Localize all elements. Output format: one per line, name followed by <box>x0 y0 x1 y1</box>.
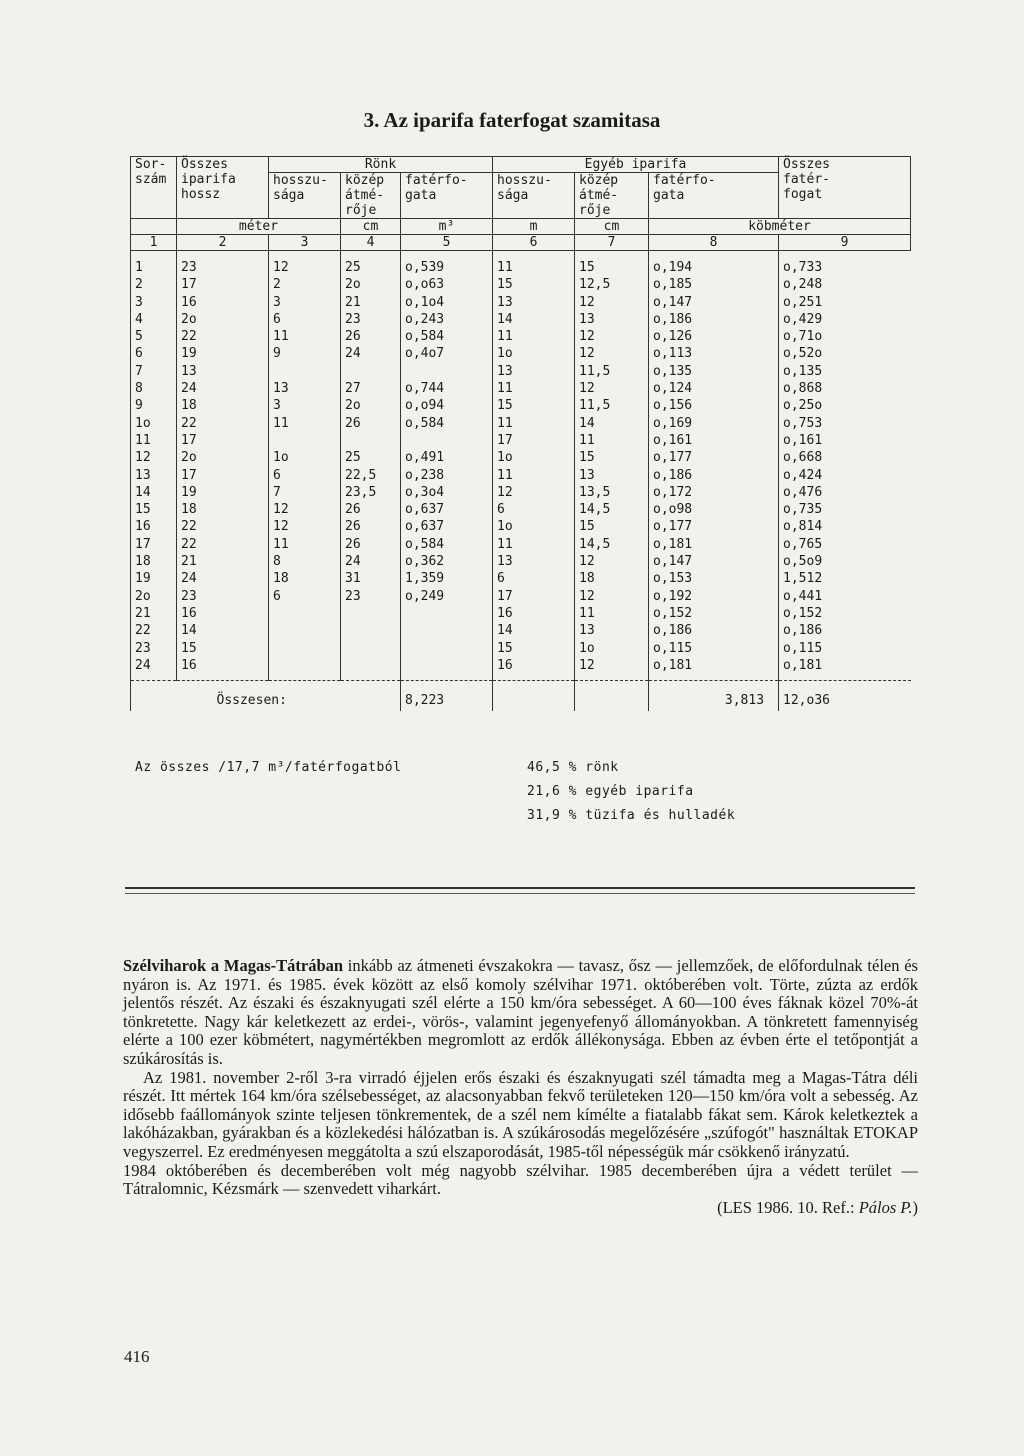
table-cell: 12 <box>575 328 649 345</box>
table-cell: 23 <box>131 640 177 657</box>
column-number: 8 <box>649 235 779 251</box>
table-cell: 2o <box>177 449 269 466</box>
table-cell: 1o <box>493 345 575 362</box>
header-kozep-atmeroje: közép átmé- rője <box>341 173 401 219</box>
table-cell: 19 <box>177 484 269 501</box>
table-cell: o,814 <box>779 518 911 535</box>
table-cell: o,177 <box>649 449 779 466</box>
table-cell: 15 <box>493 276 575 293</box>
table-cell: 14,5 <box>575 501 649 518</box>
unit-cm-2: cm <box>575 219 649 235</box>
table-cell: o,5o9 <box>779 553 911 570</box>
table-cell: o,668 <box>779 449 911 466</box>
column-number: 3 <box>269 235 341 251</box>
table-cell: o,135 <box>779 363 911 380</box>
table-cell: 11,5 <box>575 363 649 380</box>
table-cell: 11 <box>575 432 649 449</box>
table-row <box>131 605 911 622</box>
table-cell <box>401 640 493 657</box>
table-cell: 12 <box>269 501 341 518</box>
table-cell: 13 <box>493 363 575 380</box>
unit-kobmeter: köbméter <box>649 219 911 235</box>
header-ronk: Rönk <box>269 157 493 173</box>
table-cell: o,177 <box>649 518 779 535</box>
table-cell: 14,5 <box>575 536 649 553</box>
table-cell: 14 <box>575 415 649 432</box>
table-row <box>131 536 911 553</box>
header-hosszusaga: hosszu- sága <box>269 173 341 219</box>
table-cell: 26 <box>341 518 401 535</box>
table-cell: 16 <box>131 518 177 535</box>
table-cell <box>341 432 401 449</box>
table-cell <box>269 363 341 380</box>
column-number: 2 <box>177 235 269 251</box>
table-cell: 11 <box>575 605 649 622</box>
table-cell: 1o <box>269 449 341 466</box>
table-cell: o,249 <box>401 588 493 605</box>
table-cell: 1o <box>575 640 649 657</box>
table-row <box>131 415 911 432</box>
table-row <box>131 622 911 639</box>
table-cell: o,637 <box>401 501 493 518</box>
table-cell: 2o <box>341 276 401 293</box>
table-row <box>131 294 911 311</box>
divider-rule-thin <box>125 893 915 894</box>
table-cell: o,868 <box>779 380 911 397</box>
table-cell: o,186 <box>779 622 911 639</box>
table-row <box>131 518 911 535</box>
table-cell: 13 <box>493 553 575 570</box>
table-cell: o,172 <box>649 484 779 501</box>
table-cell: 1,359 <box>401 570 493 587</box>
column-number: 4 <box>341 235 401 251</box>
table-cell: 11 <box>493 380 575 397</box>
table-cell: o,71o <box>779 328 911 345</box>
table-cell <box>341 657 401 681</box>
table-row <box>131 553 911 570</box>
table-cell <box>269 640 341 657</box>
table-cell: 16 <box>177 294 269 311</box>
table-cell: 11 <box>493 467 575 484</box>
table-cell: 18 <box>177 397 269 414</box>
unit-m3: m³ <box>401 219 493 235</box>
table-cell: 12 <box>575 657 649 681</box>
table-cell: 11 <box>493 415 575 432</box>
table-row <box>131 380 911 397</box>
table-cell: o,429 <box>779 311 911 328</box>
table-cell: 6 <box>269 588 341 605</box>
table-cell: 18 <box>177 501 269 518</box>
table-cell: o,113 <box>649 345 779 362</box>
table-cell: 22 <box>177 415 269 432</box>
table-cell: o,744 <box>401 380 493 397</box>
header-osszes-faterfogat: Összes fatér- fogat <box>779 157 911 219</box>
table-cell <box>269 657 341 681</box>
table-row <box>131 657 911 681</box>
table-cell: 16 <box>493 657 575 681</box>
table-cell: 15 <box>493 640 575 657</box>
article-reference: (LES 1986. 10. Ref.: Pálos P.) <box>717 1197 918 1217</box>
table-cell: 5 <box>131 328 177 345</box>
table-cell: 17 <box>493 432 575 449</box>
table-cell: 6 <box>493 570 575 587</box>
table-cell: 12 <box>575 588 649 605</box>
column-number: 1 <box>131 235 177 251</box>
table-row <box>131 276 911 293</box>
table-cell: 11 <box>131 432 177 449</box>
table-cell: 22 <box>177 518 269 535</box>
column-number: 7 <box>575 235 649 251</box>
table-cell: 12 <box>575 345 649 362</box>
article-paragraph-1: Szélviharok a Magas-Tátrában inkább az átmeneti évszakokra — tavasz, ősz — jellemzőek, de előfordulnak télen és nyáron is. Az 1971. és 1985. évek között az első komoly szélvihar 1971. októberében volt. Törte, zúzta az erdők jelentős részét. Az északi és északnyugati szél elérte a 150 km/óra sebességet. A 60—100 éves fáknak közel 70%-át tönkretette. Nagy kár keletkezett az erdei-, vörös-, valamint jegenyefenyő állományokban. A tönkretett famennyiség elérte a 100 ezer köbmétert, nagymértékben megromlott az erdők állékonysága. Ebben az évben érte el tetőpontját a szúkárosítás is. <box>123 956 918 1068</box>
header-faterfogata: fatérfo- gata <box>401 173 493 219</box>
table-cell: 12 <box>575 553 649 570</box>
table-cell <box>269 432 341 449</box>
table-cell: o,424 <box>779 467 911 484</box>
table-row <box>131 397 911 414</box>
table-cell: o,135 <box>649 363 779 380</box>
note-line-2: 21,6 % egyéb iparifa <box>527 784 694 799</box>
table-cell: 17 <box>131 536 177 553</box>
table-cell <box>401 605 493 622</box>
article-text <box>123 957 918 1217</box>
table-cell: o,243 <box>401 311 493 328</box>
table-cell: 25 <box>341 251 401 277</box>
table-cell: 21 <box>177 553 269 570</box>
table-cell: 24 <box>341 345 401 362</box>
table-cell: 2o <box>177 311 269 328</box>
table-cell: 4 <box>131 311 177 328</box>
table-cell: o,147 <box>649 553 779 570</box>
table-cell: 24 <box>341 553 401 570</box>
column-number: 5 <box>401 235 493 251</box>
totals-label: Összesen: <box>216 693 287 709</box>
table-cell: 6 <box>269 467 341 484</box>
table-cell: o,186 <box>649 622 779 639</box>
table-cell: o,153 <box>649 570 779 587</box>
table-cell: o,185 <box>649 276 779 293</box>
table-cell: 6 <box>269 311 341 328</box>
table-cell: 26 <box>341 328 401 345</box>
table-cell: o,476 <box>779 484 911 501</box>
table-cell: 23 <box>177 588 269 605</box>
table-cell: 7 <box>269 484 341 501</box>
table-row <box>131 328 911 345</box>
table-cell: 12 <box>575 380 649 397</box>
table-cell: 8 <box>131 380 177 397</box>
table-cell: o,491 <box>401 449 493 466</box>
table-cell: 2 <box>131 276 177 293</box>
table-cell: 23 <box>341 588 401 605</box>
table-cell: o,161 <box>779 432 911 449</box>
table-cell: o,161 <box>649 432 779 449</box>
table-cell: 22,5 <box>341 467 401 484</box>
table-cell: 13 <box>575 467 649 484</box>
table-cell: o,o94 <box>401 397 493 414</box>
table-row <box>131 501 911 518</box>
table-cell <box>341 622 401 639</box>
unit-cm: cm <box>341 219 401 235</box>
table-cell: 6 <box>131 345 177 362</box>
totals-ronk: 8,223 <box>401 681 493 712</box>
table-cell: o,362 <box>401 553 493 570</box>
table-row <box>131 484 911 501</box>
divider-rule <box>125 887 915 889</box>
table-row <box>131 363 911 380</box>
page-number: 416 <box>124 1347 150 1366</box>
table-cell: 16 <box>177 605 269 622</box>
table-cell: 15 <box>575 518 649 535</box>
table-cell: 1 <box>131 251 177 277</box>
table-cell: o,584 <box>401 536 493 553</box>
table-cell: o,248 <box>779 276 911 293</box>
table-cell: o,3o4 <box>401 484 493 501</box>
table-cell: 12 <box>269 518 341 535</box>
table-cell: o,733 <box>779 251 911 277</box>
table-cell: 13 <box>177 363 269 380</box>
table-cell: o,1o4 <box>401 294 493 311</box>
table-cell: 3 <box>269 397 341 414</box>
table-cell: 11 <box>269 536 341 553</box>
table-cell: o,o98 <box>649 501 779 518</box>
table-cell: 15 <box>177 640 269 657</box>
table-cell: o,126 <box>649 328 779 345</box>
table-cell: o,186 <box>649 311 779 328</box>
table-cell: 1o <box>493 449 575 466</box>
table-cell: 1,512 <box>779 570 911 587</box>
table-cell: o,52o <box>779 345 911 362</box>
header-egyeb-iparifa: Egyéb iparifa <box>493 157 779 173</box>
table-cell: o,584 <box>401 415 493 432</box>
table-cell <box>341 605 401 622</box>
unit-blank <box>131 219 177 235</box>
table-cell: 1o <box>131 415 177 432</box>
table-cell: 26 <box>341 501 401 518</box>
totals-osszes: 12,o36 <box>779 681 911 712</box>
table-cell: 9 <box>131 397 177 414</box>
article-paragraph-2: Az 1981. november 2-ről 3-ra virradó éjjelen erős északi és északnyugati szél támadta meg a Magas-Tátra déli részét. Itt mértek 164 km/óra szélsebességet, az alacsonyabban fekvő területeken 120—150 km/óra volt a sebesség. Az idősebb faállományok szinte teljesen tönkrementek, de a szél nem kímélte a fiatalabb fákat sem. Károk keletkeztek a lakóházakban, gyárakban és a közlekedési hálózatban is. A szúkárosodás megelőzésére „szúfogót" használtak ETOKAP vegyszerrel. Ez eredményesen meggátolta a szú elszaporodását, 1985-től népességük már csökkenő irányzatú. <box>123 1067 918 1161</box>
table-cell: 2 <box>269 276 341 293</box>
table-cell: 15 <box>575 449 649 466</box>
table-cell: 24 <box>177 380 269 397</box>
table-cell: 17 <box>177 467 269 484</box>
header-hosszusaga-2: hosszu- sága <box>493 173 575 219</box>
table-cell: o,753 <box>779 415 911 432</box>
table-cell: 12 <box>493 484 575 501</box>
table-cell: 31 <box>341 570 401 587</box>
table-cell: 21 <box>341 294 401 311</box>
table-cell: 1o <box>493 518 575 535</box>
table-cell: 26 <box>341 536 401 553</box>
table-cell: 14 <box>131 484 177 501</box>
table-cell: 11 <box>493 251 575 277</box>
table-cell: 27 <box>341 380 401 397</box>
table-row <box>131 311 911 328</box>
note-left: Az összes /17,7 m³/fatérfogatból <box>135 760 402 775</box>
table-cell: 17 <box>177 432 269 449</box>
table-row <box>131 432 911 449</box>
table-cell: o,124 <box>649 380 779 397</box>
table-cell: 23,5 <box>341 484 401 501</box>
table-cell: 12 <box>131 449 177 466</box>
table-cell: 25 <box>341 449 401 466</box>
table-cell: o,25o <box>779 397 911 414</box>
table-row <box>131 345 911 362</box>
header-kozep-atmeroje-2: közép átmé- rője <box>575 173 649 219</box>
note-line-1: 46,5 % rönk <box>527 760 619 775</box>
table-cell <box>401 432 493 449</box>
table-cell: 18 <box>269 570 341 587</box>
table-cell: 11 <box>493 536 575 553</box>
table-cell: 22 <box>177 536 269 553</box>
table-cell: 26 <box>341 415 401 432</box>
table-cell: 13,5 <box>575 484 649 501</box>
table-cell: 11 <box>269 415 341 432</box>
table-cell: o,152 <box>779 605 911 622</box>
article-paragraph-3: 1984 októberében és decemberében volt még nagyobb szélvihar. 1985 decemberében újra a védett terület — Tátralomnic, Kézsmárk — szenvedett viharkárt. <box>123 1160 918 1199</box>
table-cell: o,238 <box>401 467 493 484</box>
table-cell: 22 <box>131 622 177 639</box>
table-cell: o,584 <box>401 328 493 345</box>
table-cell: 17 <box>493 588 575 605</box>
table-cell: 13 <box>493 294 575 311</box>
table-cell: o,181 <box>649 657 779 681</box>
table-cell: 12 <box>575 294 649 311</box>
table-cell: o,147 <box>649 294 779 311</box>
table-cell: o,152 <box>649 605 779 622</box>
table-cell: o,4o7 <box>401 345 493 362</box>
table-cell: 8 <box>269 553 341 570</box>
table-cell: 23 <box>341 311 401 328</box>
table-cell: o,156 <box>649 397 779 414</box>
table-cell: o,192 <box>649 588 779 605</box>
table-cell: 9 <box>269 345 341 362</box>
data-table <box>130 156 910 711</box>
column-number: 6 <box>493 235 575 251</box>
table-cell: 11 <box>269 328 341 345</box>
table-cell: o,o63 <box>401 276 493 293</box>
table-cell: o,115 <box>779 640 911 657</box>
table-cell: 11,5 <box>575 397 649 414</box>
table-cell: 12,5 <box>575 276 649 293</box>
table-cell: o,181 <box>779 657 911 681</box>
table-cell: 7 <box>131 363 177 380</box>
table-cell: 2o <box>341 397 401 414</box>
table-cell: 3 <box>269 294 341 311</box>
table-row <box>131 449 911 466</box>
table-cell: 17 <box>177 276 269 293</box>
table-cell: 13 <box>131 467 177 484</box>
table-cell <box>269 605 341 622</box>
table-cell: 16 <box>493 605 575 622</box>
table-cell: o,251 <box>779 294 911 311</box>
table-cell: 2o <box>131 588 177 605</box>
table-cell: 18 <box>575 570 649 587</box>
table-cell: 3 <box>131 294 177 311</box>
table-row <box>131 251 911 277</box>
column-number: 9 <box>779 235 911 251</box>
table-cell: o,194 <box>649 251 779 277</box>
table-cell: o,735 <box>779 501 911 518</box>
table-cell: 24 <box>177 570 269 587</box>
header-faterfogata-2: fatérfo- gata <box>649 173 779 219</box>
table-cell: 21 <box>131 605 177 622</box>
table-cell <box>401 657 493 681</box>
table-cell: o,637 <box>401 518 493 535</box>
table-cell <box>341 640 401 657</box>
table-cell <box>401 363 493 380</box>
table-cell: 15 <box>493 397 575 414</box>
table-cell: o,441 <box>779 588 911 605</box>
table-cell: o,765 <box>779 536 911 553</box>
unit-meter: méter <box>177 219 341 235</box>
table-cell: 19 <box>177 345 269 362</box>
totals-egyeb: 3,813 <box>649 681 779 712</box>
table-cell: o,186 <box>649 467 779 484</box>
table-cell: 6 <box>493 501 575 518</box>
table-cell: 14 <box>177 622 269 639</box>
note-line-3: 31,9 % tüzifa és hulladék <box>527 808 736 823</box>
table-cell: 15 <box>575 251 649 277</box>
table-cell: 19 <box>131 570 177 587</box>
table-title: 3. Az iparifa faterfogat szamitasa <box>363 108 661 132</box>
table-cell <box>269 622 341 639</box>
table-row <box>131 467 911 484</box>
table-cell <box>341 363 401 380</box>
table-cell: o,539 <box>401 251 493 277</box>
table-cell: 13 <box>269 380 341 397</box>
table-cell <box>401 622 493 639</box>
table-cell: 24 <box>131 657 177 681</box>
table-row <box>131 588 911 605</box>
table-cell: 15 <box>131 501 177 518</box>
header-osszes-iparifa-hossz: Összes iparifa hossz <box>177 157 269 219</box>
table-row <box>131 640 911 657</box>
unit-m: m <box>493 219 575 235</box>
table-cell: 12 <box>269 251 341 277</box>
table-row <box>131 570 911 587</box>
table-cell: o,181 <box>649 536 779 553</box>
table-cell: 18 <box>131 553 177 570</box>
table-cell: 14 <box>493 311 575 328</box>
table-cell: 13 <box>575 311 649 328</box>
header-sorszam: Sor- szám <box>131 157 177 219</box>
table-cell: 23 <box>177 251 269 277</box>
table-cell: o,115 <box>649 640 779 657</box>
table-cell: o,169 <box>649 415 779 432</box>
table-cell: 13 <box>575 622 649 639</box>
table-cell: 14 <box>493 622 575 639</box>
table-cell: 22 <box>177 328 269 345</box>
table-cell: 11 <box>493 328 575 345</box>
table-cell: 16 <box>177 657 269 681</box>
